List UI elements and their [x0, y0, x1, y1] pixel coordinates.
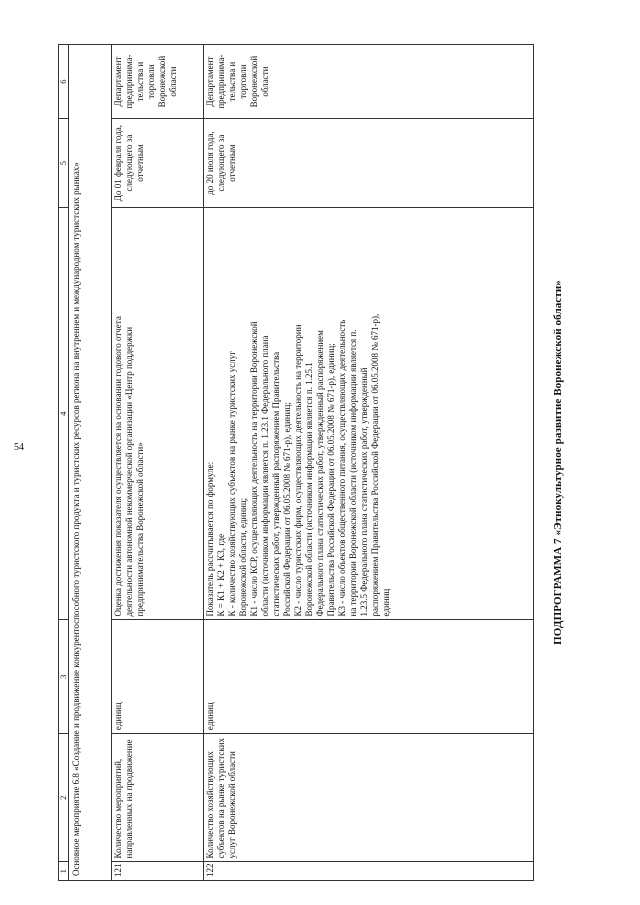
table-row	[204, 45, 534, 881]
column-number: 4	[59, 208, 69, 620]
indicator-table	[58, 44, 534, 881]
method-line: единиц	[381, 588, 391, 617]
section-title: Основное мероприятие 6.8 «Создание и продвижение конкурентоспособного туристского продукта и туристских ресурсов региона на внутреннем и международном туристских рынках»	[69, 45, 112, 881]
method-line: распоряжением Правительства Российской Федерации от 06.05.2008 № 671-р),	[370, 313, 380, 617]
column-number: 2	[59, 734, 69, 862]
method-line: К - количество хозяйствующих субъектов на рынке туристских услуг	[227, 351, 237, 617]
method-line: К = К1 + К2 + К3, где	[216, 533, 226, 617]
indicator-name: Количество мероприятий, направленных на продвижение	[112, 734, 204, 862]
deadline-cell: До 01 февраля года, следующего за отчетным	[112, 119, 204, 208]
method-line: К2 - число туристских фирм, осуществляющих деятельность на территории	[293, 324, 303, 617]
page-number: 54	[14, 442, 24, 453]
unit-cell: единиц	[112, 620, 204, 734]
row-number: 122	[204, 862, 534, 881]
method-line: Российской Федерации от 06.05.2008 № 671-р), единиц;	[282, 402, 292, 617]
method-line: предпринимательства Воронежской области»	[135, 442, 145, 617]
indicator-name: Количество хозяйствующих субъектов на рынке туристских услуг Воронежской области	[204, 734, 534, 862]
method-line: на территории Воронежской области (источником информации является п.	[348, 329, 358, 617]
table-row	[112, 45, 204, 881]
method-line: Показатель рассчитывается по формуле:	[205, 461, 215, 617]
method-line: К1 - число КСР, осуществляющих деятельность на территории Воронежской	[249, 321, 259, 617]
column-number: 5	[59, 119, 69, 208]
method-line: статистических работ, утвержденный распоряжением Правительства	[271, 351, 281, 617]
method-line: Правительства Российской Федерации от 06.05.2008 № 671-р), единиц;	[326, 343, 336, 617]
column-number-row	[59, 45, 69, 881]
subprogram-title: ПОДПРОГРАММА 7 «Этнокультурное развитие Воронежской области»	[552, 280, 564, 645]
method-line: Федерального плана статистических работ, утвержденный распоряжением	[315, 330, 325, 617]
method-line: 1.23.5 Федерального плана статистических работ, утвержденный	[359, 367, 369, 617]
responsible-cell: Департамент предпринима-тельства и торговли Воронежской области	[112, 45, 204, 119]
deadline-cell: до 20 июля года, следующего за отчетным	[204, 119, 534, 208]
column-number: 1	[59, 862, 69, 881]
section-row	[69, 45, 112, 881]
column-number: 3	[59, 620, 69, 734]
row-number: 121	[112, 862, 204, 881]
method-line: Воронежской области (источником информации является п. 1.25.1	[304, 362, 314, 617]
method-line: К3 - число объектов общественного питания, осуществляющих деятельность	[337, 319, 347, 617]
method-line: Воронежской области, единиц;	[238, 497, 248, 617]
method-line: деятельности автономной некоммерческой организации «Центр поддержки	[124, 326, 134, 617]
method-cell	[204, 208, 534, 620]
column-number: 6	[59, 45, 69, 119]
responsible-cell: Департамент предпринима-тельства и торговли Воронежской области	[204, 45, 534, 119]
method-cell	[112, 208, 204, 620]
method-line: области (источником информации является п. 1.23.1 Федерального плана	[260, 335, 270, 617]
unit-cell: единиц	[204, 620, 534, 734]
rotated-document	[58, 44, 613, 881]
method-line: Оценка достижения показателя осуществляется на основании годового отчета	[113, 316, 123, 617]
